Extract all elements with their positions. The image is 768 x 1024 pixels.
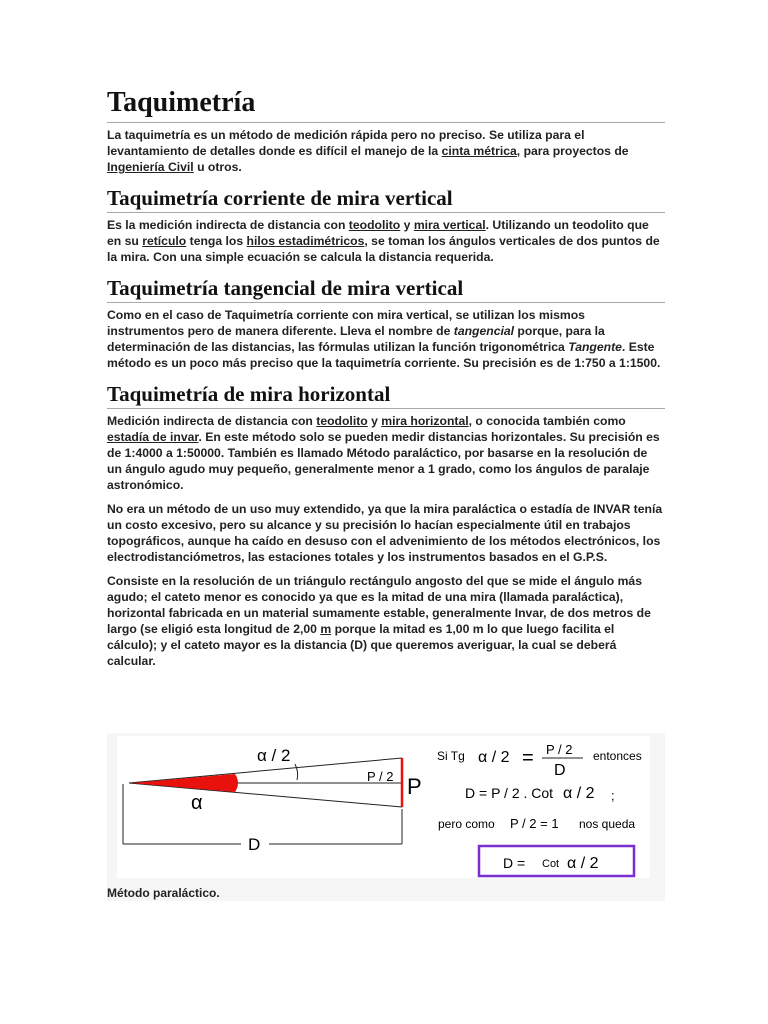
formula3-prefix: pero como [438, 817, 495, 831]
link-cinta-metrica[interactable]: cinta métrica [441, 144, 517, 158]
formula4-cot: Cot [542, 858, 560, 870]
formula4-alpha: α / 2 [567, 855, 599, 872]
link-estadia-de-invar[interactable]: estadía de invar [107, 430, 199, 444]
figure-caption: Método paraláctico. [107, 886, 220, 900]
intro-text-2: , para proyectos de [516, 144, 629, 158]
half-angle-arc [295, 764, 298, 780]
formula3-mid: P / 2 = 1 [510, 816, 559, 831]
s2-em-tangencial: tangencial [453, 324, 515, 338]
s1-text-5: , se toman los ángulos verticales de dos puntos de la mira. Con una simple ecuación se calcula la distancia requerida. [107, 234, 660, 264]
s3-p3-text: Consiste en la resolución de un triángulo rectángulo angosto del que se mide el ángulo más agudo; el cateto menor es conocido ya que es la mitad de una mira (llamada paraláctica), horizontal fabricada en un material sumamente estable, generalmente Invar, de dos metros de largo (se eligió esta longitud de 2,00 [107, 574, 651, 636]
link-ingenieria-civil[interactable]: Ingeniería Civil [107, 160, 194, 174]
section-tangencial-paragraph [107, 307, 665, 371]
s2-em-tangente: Tangente [568, 340, 622, 354]
d-label: D [248, 835, 261, 854]
alpha-half-label-top: α / 2 [257, 746, 291, 765]
formula2-semicolon: ; [611, 788, 615, 803]
s3-text-1: Medición indirecta de distancia con [107, 414, 317, 428]
section-horizontal-paragraph-3 [107, 573, 665, 669]
section-horizontal-paragraph-2: No era un método de un uso muy extendido, ya que la mira paraláctica o estadía de INVAR tenía un costo excesivo, pero su alcance y su precisión lo hacían especialmente útil en trabajos topográficos, aunque ha caído en desuso con el advenimiento de los métodos electrónicos, los electrodistanciómetros, las estaciones totales y los instrumentos basados en el G.P.S. [107, 502, 663, 564]
intro-paragraph [107, 127, 665, 175]
article [107, 86, 665, 677]
formula4-left: D = [503, 855, 526, 871]
section-heading-tangencial: Taquimetría tangencial de mira vertical [107, 275, 665, 303]
s2-text-1: Como en el caso de Taquimetría corriente con mira vertical, se utilizan los mismos instrumentos pero de manera diferente. Lleva el nombre de [107, 308, 585, 338]
formula1-prefix: Si Tg [437, 749, 465, 763]
parallactic-diagram [117, 736, 650, 878]
formula3-suffix: nos queda [579, 817, 636, 831]
formula2-alpha: α / 2 [563, 785, 595, 802]
intro-text-3: u otros. [193, 160, 242, 174]
s1-text-3: . Utilizando un teodolito que en su [107, 218, 649, 248]
link-reticulo[interactable]: retículo [142, 234, 187, 248]
section-corriente-paragraph [107, 217, 665, 265]
formula1-numerator: P / 2 [546, 742, 573, 757]
formula1-denominator: D [554, 762, 566, 779]
alpha-label: α [191, 792, 203, 814]
section-heading-corriente: Taquimetría corriente de mira vertical [107, 185, 665, 213]
link-teodolito[interactable]: teodolito [348, 218, 401, 232]
formula1-equals: = [522, 747, 534, 769]
alpha-wedge [131, 774, 238, 792]
intro-text-1: La taquimetría es un método de medición rápida pero no preciso. Se utiliza para el levantamiento de detalles donde es difícil el manejo de la [107, 128, 585, 158]
formula2-left: D = P / 2 . Cot [465, 785, 554, 801]
lower-sight-line [129, 783, 402, 807]
section-horizontal-paragraph-1 [107, 413, 665, 493]
s3-text-4: . En este método solo se pueden medir distancias horizontales. Su precisión es de 1:4000 a 1:50000. También es llamado Método paraláctico, por basarse en la resolución de un ángulo agudo muy pequeño, generalmente menor a 1 grado, como los ángulos de paralaje astronómico. [107, 430, 660, 492]
link-metro[interactable]: m [320, 622, 332, 636]
s3-text-3: , o conocida también como [468, 414, 626, 428]
link-mira-horizontal[interactable]: mira horizontal [381, 414, 469, 428]
s3-p3-end: porque la mitad es 1,00 m lo que luego facilita el cálculo); y el cateto mayor es la distancia (D) que queremos averiguar, la cual se deberá calcular. [107, 622, 617, 668]
p-half-label: P / 2 [367, 769, 394, 784]
s1-text-1: Es la medición indirecta de distancia con [107, 218, 349, 232]
formula1-suffix: entonces [593, 749, 642, 763]
formula1-alpha: α / 2 [478, 749, 510, 766]
s2-text-3: . Este método es un poco más preciso que la taquimetría corriente. Su precisión es de 1:750 a 1:1500. [107, 340, 661, 370]
s1-text-4: tenga los [186, 234, 247, 248]
link-hilos-estadimetricos[interactable]: hilos estadimétricos [246, 234, 365, 248]
s3-text-2: y [367, 414, 382, 428]
p-label: P [407, 774, 422, 799]
link-teodolito-2[interactable]: teodolito [316, 414, 368, 428]
link-mira-vertical[interactable]: mira vertical [413, 218, 486, 232]
s2-text-2: porque, para la determinación de las distancias, las fórmulas utilizan la función trigonométrica [107, 324, 605, 354]
s1-text-2: y [400, 218, 414, 232]
page-title: Taquimetría [107, 86, 665, 123]
parallactic-method-figure [117, 736, 650, 878]
section-heading-horizontal: Taquimetría de mira horizontal [107, 381, 665, 409]
